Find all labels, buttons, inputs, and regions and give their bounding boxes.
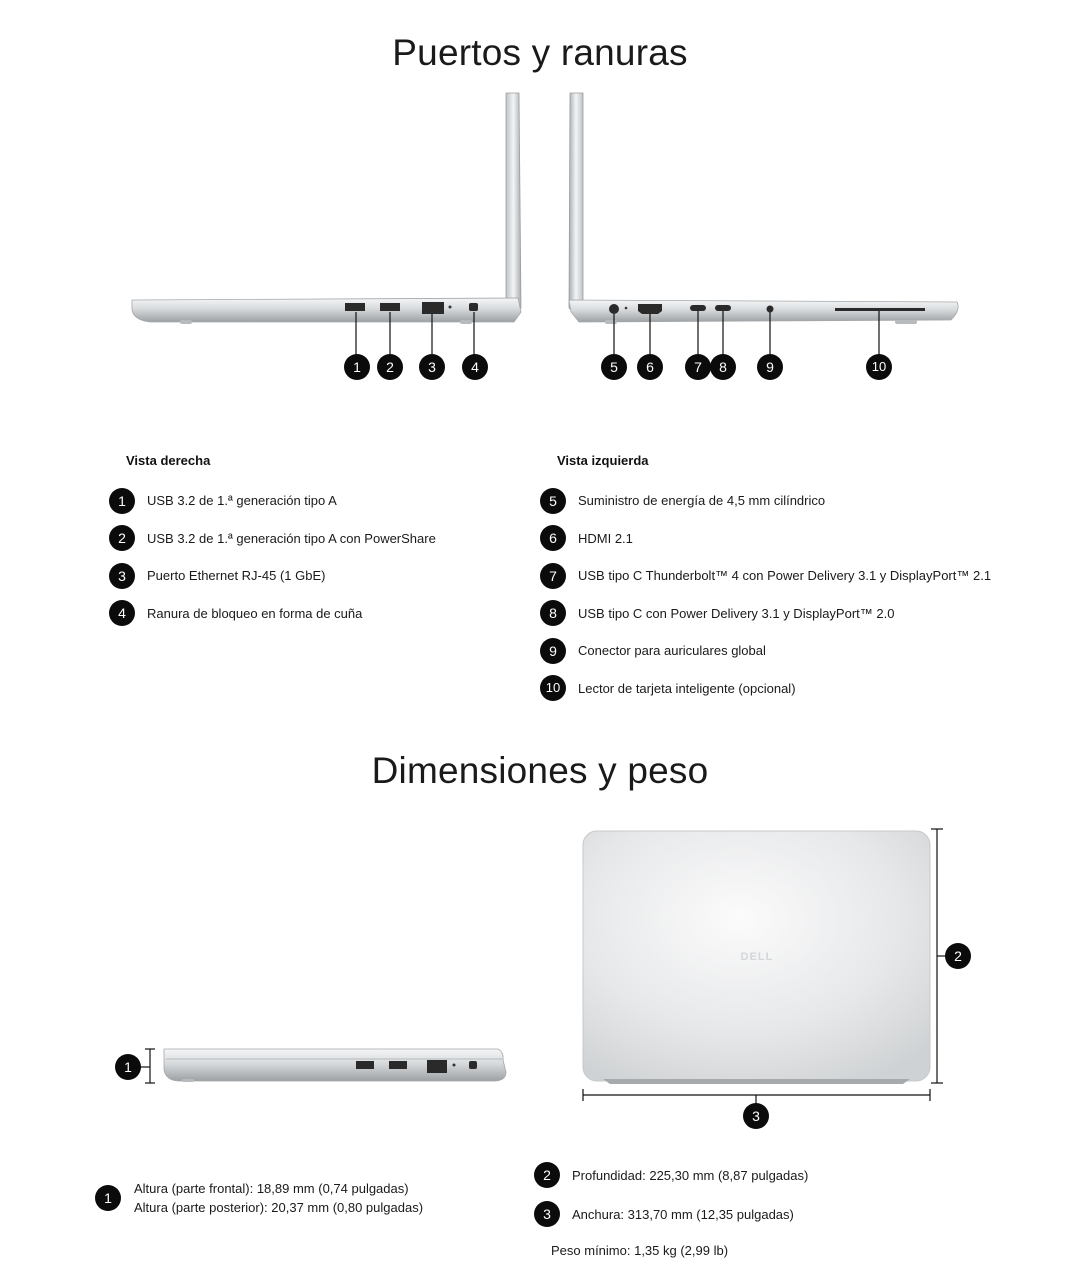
list-badge: 10 bbox=[540, 675, 566, 701]
callout-badge-5: 5 bbox=[601, 354, 627, 380]
list-badge: 7 bbox=[540, 563, 566, 589]
depth-text: Profundidad: 225,30 mm (8,87 pulgadas) bbox=[572, 1168, 809, 1183]
list-badge: 1 bbox=[95, 1185, 121, 1211]
left-view-heading: Vista izquierda bbox=[557, 453, 649, 468]
height-rear-text: Altura (parte posterior): 20,37 mm (0,80 pulgadas) bbox=[134, 1200, 424, 1215]
list-item: Suministro de energía de 4,5 mm cilíndrico bbox=[578, 493, 826, 508]
callout-badge-3: 3 bbox=[419, 354, 445, 380]
laptop-right-side-image bbox=[120, 90, 530, 330]
laptop-top-view-image bbox=[575, 825, 975, 1125]
list-badge: 2 bbox=[109, 525, 135, 551]
list-badge: 6 bbox=[540, 525, 566, 551]
list-badge: 3 bbox=[109, 563, 135, 589]
callout-badge-9: 9 bbox=[757, 354, 783, 380]
list-item: Lector de tarjeta inteligente (opcional) bbox=[578, 681, 796, 696]
dimensions-section-title: Dimensiones y peso bbox=[371, 750, 709, 791]
laptop-left-side-image bbox=[565, 90, 965, 330]
list-item: USB tipo C Thunderbolt™ 4 con Power Delivery 3.1 y DisplayPort™ 2.1 bbox=[578, 568, 992, 583]
list-item: Puerto Ethernet RJ-45 (1 GbE) bbox=[147, 568, 326, 583]
list-item: Conector para auriculares global bbox=[578, 643, 766, 658]
ports-section-title: Puertos y ranuras bbox=[392, 32, 688, 73]
dell-logo: DELL bbox=[740, 951, 774, 963]
weight-text: Peso mínimo: 1,35 kg (2,99 lb) bbox=[551, 1243, 729, 1258]
callout-badge-4: 4 bbox=[462, 354, 488, 380]
list-badge: 2 bbox=[534, 1162, 560, 1188]
list-badge: 9 bbox=[540, 638, 566, 664]
list-badge: 1 bbox=[109, 488, 135, 514]
callout-badge-10: 10 bbox=[866, 354, 892, 380]
list-badge: 3 bbox=[534, 1201, 560, 1227]
list-badge: 4 bbox=[109, 600, 135, 626]
callout-badge-1: 1 bbox=[344, 354, 370, 380]
dimension-callout-1: 1 bbox=[115, 1054, 141, 1080]
callout-badge-6: 6 bbox=[637, 354, 663, 380]
callout-badge-2: 2 bbox=[377, 354, 403, 380]
list-item: HDMI 2.1 bbox=[578, 531, 633, 546]
dimension-callout-3: 3 bbox=[743, 1103, 769, 1129]
right-view-heading: Vista derecha bbox=[126, 453, 211, 468]
dimension-callout-2: 2 bbox=[945, 943, 971, 969]
list-badge: 5 bbox=[540, 488, 566, 514]
height-front-text: Altura (parte frontal): 18,89 mm (0,74 pulgadas) bbox=[134, 1181, 409, 1196]
list-item: USB tipo C con Power Delivery 3.1 y DisplayPort™ 2.0 bbox=[578, 606, 895, 621]
width-text: Anchura: 313,70 mm (12,35 pulgadas) bbox=[572, 1207, 794, 1222]
list-badge: 8 bbox=[540, 600, 566, 626]
callout-badge-8: 8 bbox=[710, 354, 736, 380]
list-item: USB 3.2 de 1.ª generación tipo A bbox=[147, 493, 337, 508]
list-item: USB 3.2 de 1.ª generación tipo A con PowerShare bbox=[147, 531, 436, 546]
list-item: Ranura de bloqueo en forma de cuña bbox=[147, 606, 363, 621]
callout-badge-7: 7 bbox=[685, 354, 711, 380]
laptop-closed-side-image bbox=[110, 1040, 520, 1090]
